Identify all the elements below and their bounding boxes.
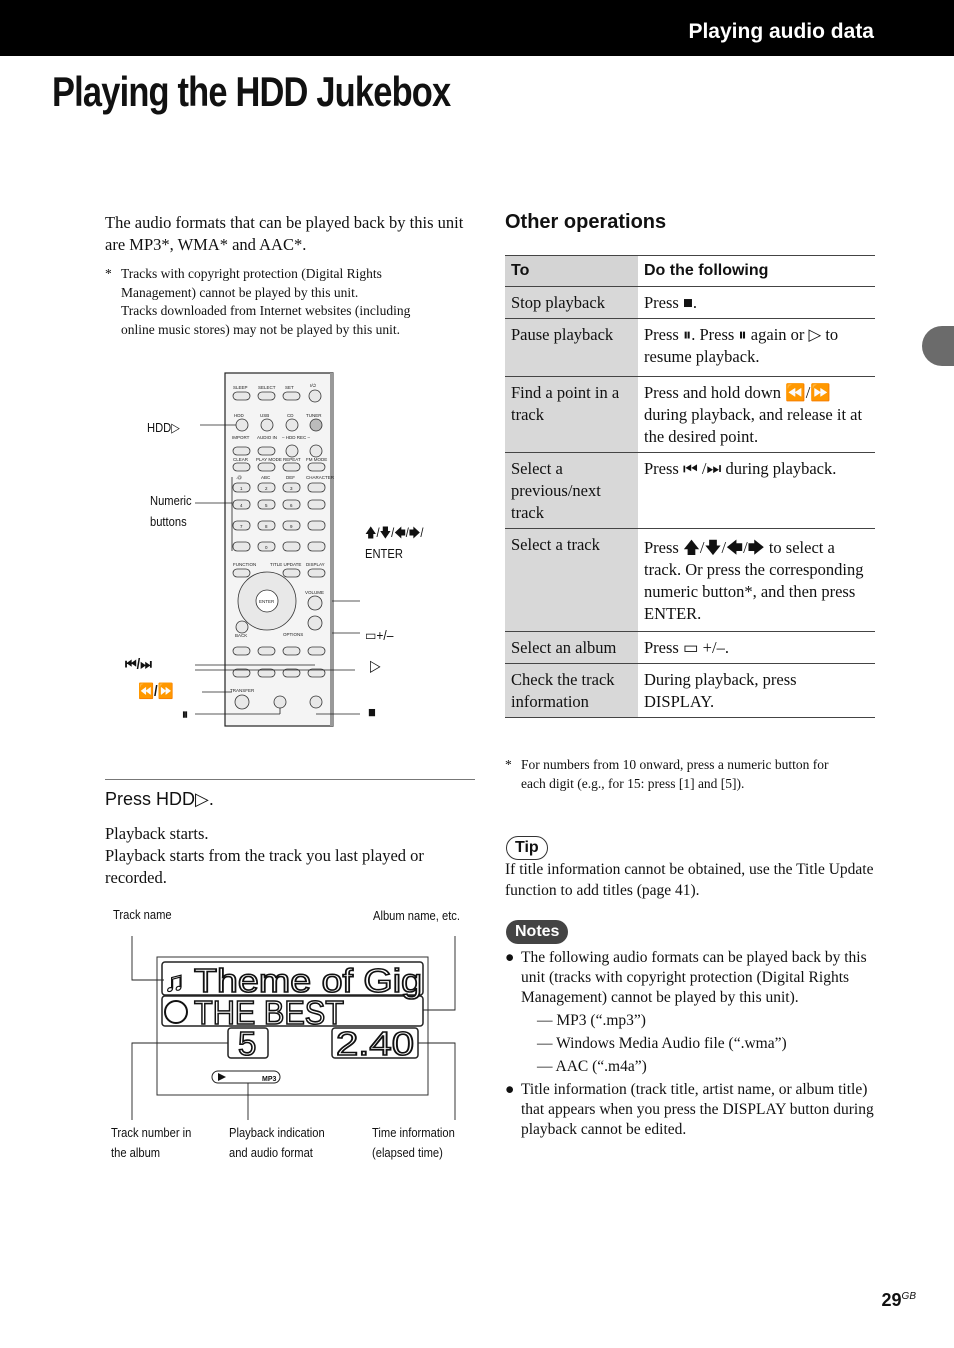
step-body — [105, 823, 477, 889]
ops-footnote — [521, 756, 881, 793]
remote-btn-label: CD — [287, 413, 294, 418]
note-item — [505, 1080, 875, 1140]
remote-btn-label: HDD — [234, 413, 244, 418]
callout-arrows: 🡅/🡇/🡄/🡆/ — [365, 525, 424, 540]
remote-btn-label: TITLE UPDATE — [270, 562, 302, 567]
row-do: Press and hold down ⏪/⏩ during playback, and release it at the desired point. — [638, 377, 875, 453]
row-do: Press 🡅/🡇/🡄/🡆 to select a track. Or press the corresponding numeric button*, and then press ENTER. — [638, 529, 875, 632]
callout-play: ▷ — [370, 658, 381, 675]
row-to: Stop playback — [505, 287, 638, 319]
header-bar — [0, 0, 954, 56]
remote-btn-label: CLEAR — [233, 457, 249, 462]
notes-list — [505, 948, 875, 1143]
remote-btn-label: USB — [260, 413, 270, 418]
row-to: Pause playback — [505, 319, 638, 377]
remote-numeric-key: 1 — [240, 486, 243, 491]
intro-footnote — [121, 265, 481, 339]
table-row — [505, 319, 875, 377]
ops-footnote-line: each digit (e.g., for 15: press [1] and [5]). — [521, 775, 745, 791]
remote-btn-label: IMPORT — [232, 435, 250, 440]
display-line1: Theme of Gig — [194, 962, 422, 999]
callout-numeric: buttons — [150, 514, 187, 529]
intro-text: The audio formats that can be played back by this unit are MP3*, WMA* and AAC*. — [105, 213, 464, 254]
side-tab — [922, 326, 954, 366]
intro-footnote-mark: * — [105, 266, 112, 281]
remote-btn-label: DEF — [286, 475, 295, 480]
tip-text: If title information cannot be obtained, use the Title Update function to add titles (page 41). — [505, 861, 874, 899]
label-line: the album — [111, 1145, 161, 1160]
row-to: Select a previous/next track — [505, 453, 638, 529]
column-header-to: To — [505, 256, 638, 287]
music-note-icon: ♫ — [164, 966, 185, 997]
remote-numeric-key: 7 — [240, 524, 243, 529]
note-text: Title information (track title, artist name, or album title) that appears when you press the DISPLAY button during playback cannot be edited. — [521, 1081, 874, 1138]
row-do: Press ■. — [638, 287, 875, 319]
page-title: Playing the HDD Jukebox — [52, 68, 451, 115]
operations-table — [505, 255, 875, 718]
note-item — [505, 948, 875, 1077]
table-row — [505, 453, 875, 529]
remote-btn-label: CHARACTER — [306, 475, 335, 480]
other-operations-heading: Other operations — [505, 211, 667, 233]
display-time: 2.40 — [336, 1025, 414, 1062]
remote-btn-label: TRANSFER — [230, 688, 255, 693]
row-to: Find a point in a track — [505, 377, 638, 453]
row-do: During playback, press DISPLAY. — [638, 664, 875, 718]
row-do: Press ⏸. Press ⏸ again or ▷ to resume playback. — [638, 319, 875, 377]
note-format: — Windows Media Audio file (“.wma”) — [537, 1035, 787, 1052]
bullet-icon: ● — [505, 1081, 515, 1098]
remote-btn-label: SELECT — [258, 385, 276, 390]
display-line2: THE BEST — [194, 994, 344, 1031]
remote-btn-label: TUNER — [306, 413, 322, 418]
callout-numeric: Numeric — [150, 493, 192, 508]
callout-enter: ENTER — [365, 546, 403, 561]
table-row — [505, 287, 875, 319]
intro-footnote-line: Management) cannot be played by this unit. — [121, 284, 359, 300]
callout-stop: ■ — [368, 704, 376, 721]
label-line: Time information — [372, 1125, 455, 1140]
remote-btn-label: SET — [285, 385, 294, 390]
remote-numeric-key: 5 — [265, 503, 268, 508]
table-row — [505, 664, 875, 718]
bullet-icon: ● — [505, 949, 515, 966]
remote-btn-label: REPEAT — [283, 457, 301, 462]
display-label-playback — [229, 1123, 325, 1163]
callout-pause: ⏸ — [182, 706, 189, 722]
step-heading: Press HDD▷. — [105, 789, 214, 809]
remote-btn-label: – HDD REC – — [282, 435, 311, 440]
row-to: Check the track information — [505, 664, 638, 718]
table-row — [505, 632, 875, 664]
display-label-time — [372, 1123, 455, 1163]
remote-numeric-key: 4 — [240, 503, 243, 508]
note-format: — MP3 (“.mp3”) — [537, 1012, 646, 1029]
ops-footnote-mark: * — [505, 757, 512, 772]
ops-footnote-line: For numbers from 10 onward, press a numeric button for — [521, 757, 829, 772]
remote-btn-label: BACK — [235, 633, 248, 638]
remote-numeric-key: 2 — [265, 486, 268, 491]
label-line: and audio format — [229, 1145, 313, 1160]
remote-numeric-key: 9 — [290, 524, 293, 529]
display-illustration — [110, 930, 470, 1125]
callout-album: ▭+/– — [365, 627, 394, 643]
row-to: Select an album — [505, 632, 638, 664]
remote-btn-label: PLAY MODE — [256, 457, 282, 462]
row-do: Press ▭ +/–. — [638, 632, 875, 664]
section-title: Playing audio data — [688, 20, 874, 43]
remote-btn-label: .@ — [236, 475, 242, 480]
page-number-value: 29 — [881, 1290, 902, 1310]
note-text: The following audio formats can be played back by this unit (tracks with copyright protection (Digital Rights Management) cannot be played by this unit). — [521, 949, 867, 1006]
tip-badge: Tip — [506, 836, 548, 860]
remote-btn-label: FUNCTION — [233, 562, 257, 567]
remote-btn-label: VOLUME — [305, 590, 325, 595]
divider — [105, 779, 475, 780]
remote-btn-label: AUDIO IN — [257, 435, 278, 440]
display-label-album: Album name, etc. — [373, 908, 460, 923]
display-label-track-name: Track name — [113, 907, 172, 922]
remote-btn-label: FM MODE — [306, 457, 328, 462]
remote-btn-label: I/⏻ — [310, 383, 317, 388]
table-header-row — [505, 256, 875, 287]
label-line: Track number in — [111, 1125, 192, 1140]
callout-skip: ⏮/⏭ — [125, 656, 152, 673]
page-number-suffix: GB — [901, 1291, 916, 1302]
disc-icon — [165, 1001, 187, 1023]
remote-btn-label: ENTER — [259, 599, 275, 604]
intro-footnote-line: Tracks with copyright protection (Digital Rights — [121, 266, 382, 281]
display-track-number: 5 — [238, 1025, 257, 1062]
display-label-track-number — [111, 1123, 191, 1163]
label-line: (elapsed time) — [372, 1145, 443, 1160]
step-line: recorded. — [105, 868, 167, 887]
notes-badge: Notes — [506, 920, 568, 944]
table-row — [505, 529, 875, 632]
row-to: Select a track — [505, 529, 638, 632]
callout-hdd: HDD▷ — [147, 420, 180, 435]
label-line: Playback indication — [229, 1125, 325, 1140]
remote-btn-label: ABC — [261, 475, 271, 480]
column-header-do: Do the following — [638, 256, 875, 287]
table-row — [505, 377, 875, 453]
row-do: Press ⏮ /⏭ during playback. — [638, 453, 875, 529]
remote-numeric-key: 6 — [290, 503, 293, 508]
remote-numeric-key: 8 — [265, 524, 268, 529]
remote-btn-label: SLEEP — [233, 385, 248, 390]
remote-numeric-key: 0 — [265, 545, 268, 550]
step-line: Playback starts. — [105, 824, 209, 843]
intro-footnote-line: Tracks downloaded from Internet websites (including — [121, 303, 411, 318]
display-format: MP3 — [262, 1076, 277, 1083]
remote-btn-label: OPTIONS — [283, 632, 304, 637]
remote-numeric-key: 3 — [290, 486, 293, 491]
callout-scan: ⏪/⏩ — [138, 683, 174, 700]
remote-btn-label: DISPLAY — [306, 562, 325, 567]
note-format: — AAC (“.m4a”) — [537, 1058, 647, 1075]
step-line: Playback starts from the track you last played or — [105, 846, 424, 865]
page-number — [882, 1290, 916, 1311]
intro-footnote-line: online music stores) may not be played by this unit. — [121, 321, 400, 337]
